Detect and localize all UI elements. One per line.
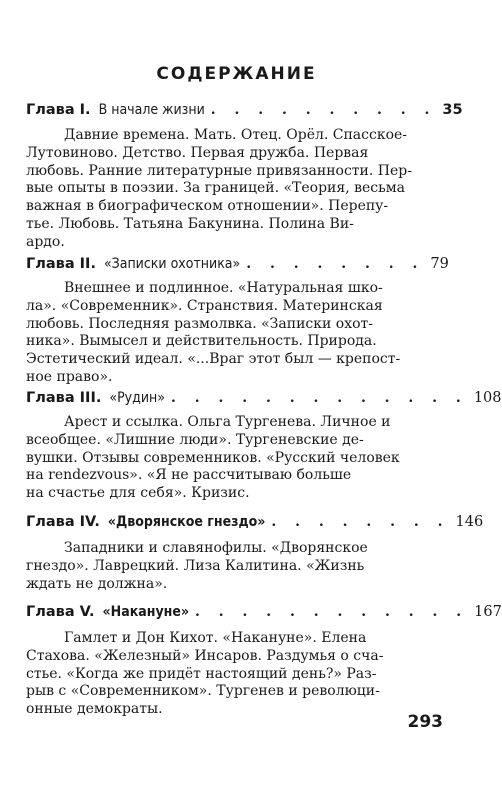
dot-leader: . . . . . . . . (246, 256, 425, 272)
summary-line: гнездо». Лаврецкий. Лиза Калитина. «Жизнь (26, 557, 365, 574)
summary-line: вушки. Отзывы современников. «Русский человек (26, 449, 400, 466)
chapter-number: Глава I. (26, 102, 91, 118)
summary-line: на rendezvous». «Я не рассчитываю больше (26, 467, 352, 484)
dot-leader: . . . . . . . . . . . . (195, 604, 469, 620)
summary-line: онные демократы. (26, 701, 163, 718)
chapter-number: Глава IV. (26, 514, 100, 530)
chapter-entry-1 (26, 100, 463, 120)
summary-line: Арест и ссылка. Ольга Тургенева. Личное и (64, 414, 391, 430)
summary-line: Давние времена. Мать. Отец. Орёл. Спасское- (64, 127, 408, 143)
dot-leader: . . . . . . . . . . . . . (170, 390, 468, 406)
summary-line: ника». Вымысел и действительность. Природа. (26, 333, 377, 350)
chapter-number: Глава III. (26, 390, 102, 406)
chapter-summary-2 (26, 280, 446, 387)
chapter-page-number: 35 (442, 102, 463, 118)
chapter-title: «Записки охотника» (103, 256, 241, 272)
dot-leader: . . . . . . . . . . (210, 102, 437, 118)
chapter-summary-3 (26, 414, 446, 503)
summary-line: тье. Любовь. Татьяна Бакунина. Полина Ви- (26, 215, 354, 232)
summary-line: Гамлет и Дон Кихот. «Накануне». Елена (64, 630, 367, 646)
chapter-number: Глава II. (26, 256, 96, 272)
summary-line: любовь. Последняя размолвка. «Записки охот- (26, 315, 373, 332)
chapter-entry-5 (26, 602, 502, 622)
chapter-summary-5 (26, 630, 446, 719)
chapter-entry-2 (26, 254, 449, 274)
summary-line: Западники и славянофилы. «Дворянское (64, 540, 368, 556)
summary-line: любовь. Ранние литературные привязанности. Пер- (26, 162, 412, 179)
summary-line: ардо. (26, 233, 65, 250)
summary-line: важная в биографическом отношении». Перепу- (26, 198, 389, 215)
chapter-title: «Рудин» (109, 390, 165, 406)
dot-leader: . . . . . . . . (271, 514, 450, 530)
chapter-title: «Дворянское гнездо» (107, 514, 266, 530)
chapter-summary-1 (26, 127, 446, 252)
chapter-number: Глава V. (26, 604, 95, 620)
contents-heading: СОДЕРЖАНИЕ (156, 64, 317, 84)
chapter-page-number: 108 (473, 390, 502, 406)
summary-line: ла». «Современник». Странствия. Материнская (26, 297, 383, 314)
summary-line: ждать не должна». (26, 575, 168, 592)
summary-line: Эстетический идеал. «...Враг этот был — крепост- (26, 351, 401, 368)
summary-line: Стахова. «Железный» Инсаров. Раздумья о сча- (26, 647, 384, 664)
summary-line: Внешнее и подлинное. «Натуральная шко- (64, 280, 383, 296)
chapter-page-number: 79 (430, 256, 449, 272)
summary-line: стье. «Когда же придёт настоящий день?» Раз- (26, 665, 377, 682)
chapter-summary-4 (26, 540, 446, 593)
chapter-page-number: 146 (455, 514, 484, 530)
chapter-title: «Накануне» (102, 604, 190, 620)
chapter-page-number: 167 (474, 604, 502, 620)
summary-line: всеобщее. «Лишние люди». Тургеневские де- (26, 431, 364, 448)
summary-line: на счастье для себя». Кризис. (26, 485, 250, 502)
summary-line: вые опыты в поэзии. За границей. «Теория, весьма (26, 180, 405, 197)
chapter-entry-4 (26, 512, 484, 532)
summary-line: Лутовиново. Детство. Первая дружба. Первая (26, 144, 369, 161)
chapter-entry-3 (26, 388, 502, 408)
chapter-title: В начале жизни (98, 102, 205, 118)
page-number: 293 (407, 712, 443, 732)
summary-line: ное право». (26, 368, 113, 385)
summary-line: рыв с «Современником». Тургенев и революци- (26, 683, 380, 700)
